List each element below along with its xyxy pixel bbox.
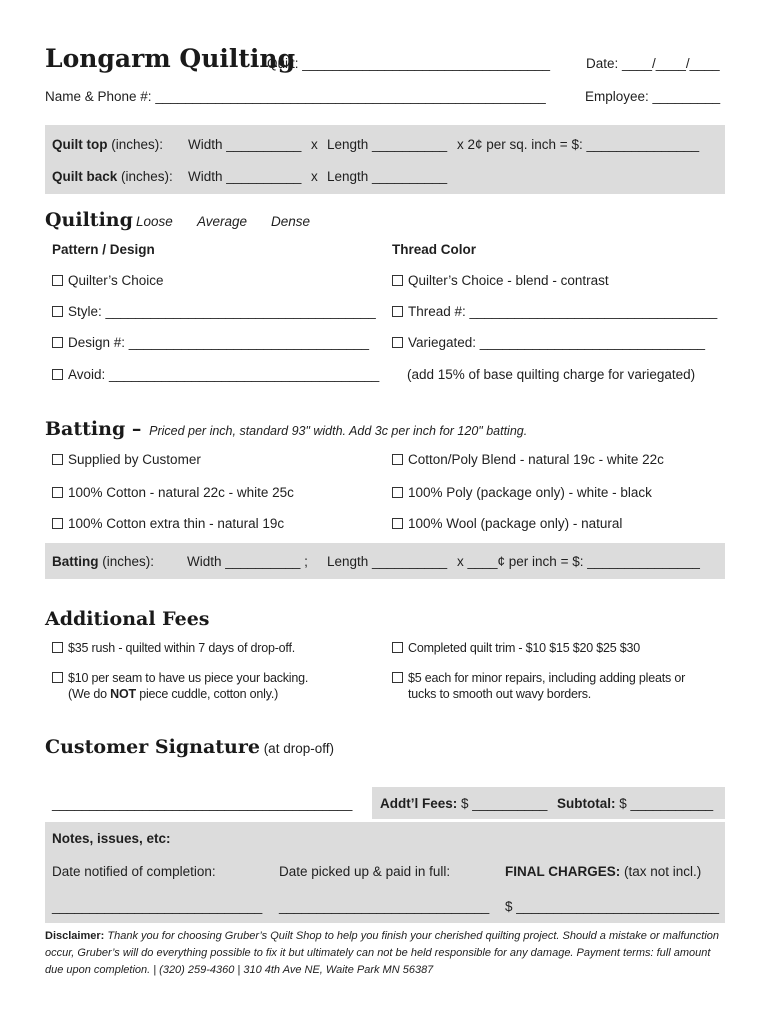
checkbox-icon[interactable] <box>392 454 403 465</box>
checkbox-icon[interactable] <box>52 642 63 653</box>
signature-heading-row <box>45 736 334 758</box>
checkbox-icon[interactable] <box>392 306 403 317</box>
checkbox-icon[interactable] <box>392 275 403 286</box>
customer-signature-heading: Customer Signature <box>45 736 260 758</box>
thread-number-field[interactable] <box>392 304 717 319</box>
date-notified-label: Date notified of completion: <box>52 864 216 879</box>
batting-wool-option[interactable] <box>392 516 622 531</box>
checkbox-icon[interactable] <box>52 337 63 348</box>
density-dense-option[interactable]: Dense <box>271 214 311 229</box>
pattern-style-field[interactable] <box>52 304 376 319</box>
pattern-design-heading: Pattern / Design <box>52 242 155 257</box>
pattern-design-number-label: Design #: ________________________________ <box>68 335 370 350</box>
density-average-option[interactable]: Average <box>197 214 248 229</box>
checkbox-icon[interactable] <box>392 642 403 653</box>
checkbox-icon[interactable] <box>392 518 403 529</box>
quilt-top-price-field[interactable]: x 2¢ per sq. inch = $: _______________ <box>457 137 700 152</box>
rush-fee-option[interactable] <box>52 641 295 655</box>
batting-cotton-poly-label: Cotton/Poly Blend - natural 19c - white 22c <box>408 452 664 467</box>
subtotal-label: Subtotal: <box>557 796 616 811</box>
pattern-quilters-choice-label: Quilter’s Choice <box>68 273 164 288</box>
batting-supplied-label: Supplied by Customer <box>68 452 201 467</box>
signature-line[interactable]: ________________________________________ <box>52 796 353 811</box>
employee-field[interactable]: Employee: _________ <box>585 89 721 104</box>
disclaimer <box>45 928 725 979</box>
page-title: Longarm Quilting <box>45 44 296 73</box>
repairs-fee-label: $5 each for minor repairs, including adding pleats or <box>408 671 686 685</box>
seam-note-text: (We do <box>68 687 111 701</box>
repairs-fee-note: tucks to smooth out wavy borders. <box>408 687 592 701</box>
pattern-avoid-field[interactable] <box>52 367 379 382</box>
quilt-back-times: x <box>311 169 318 184</box>
variegated-note: (add 15% of base quilting charge for variegated) <box>407 367 696 382</box>
batting-heading: Batting – <box>45 418 142 440</box>
quilt-back-units: (inches): <box>117 169 173 184</box>
batting-panel-units: (inches): <box>98 554 155 569</box>
checkbox-icon[interactable] <box>392 337 403 348</box>
batting-cotton-option[interactable] <box>52 485 294 500</box>
final-charges-label: FINAL CHARGES: <box>505 864 621 879</box>
batting-subheading: Priced per inch, standard 93" width. Add 3c per inch for 120" batting. <box>149 424 528 438</box>
pattern-design-number-field[interactable] <box>52 335 369 350</box>
checkbox-icon[interactable] <box>52 487 63 498</box>
batting-price-field[interactable]: x ____¢ per inch = $: _______________ <box>457 554 700 569</box>
pattern-style-label: Style: ____________________________________ <box>68 304 376 319</box>
final-charges-field[interactable]: $ ___________________________ <box>505 899 719 914</box>
checkbox-icon[interactable] <box>392 487 403 498</box>
seam-fee-label: $10 per seam to have us piece your backing. <box>68 671 309 685</box>
seam-fee-option[interactable] <box>52 671 308 685</box>
checkbox-icon[interactable] <box>52 275 63 286</box>
batting-supplied-option[interactable] <box>52 452 201 467</box>
checkbox-icon[interactable] <box>52 369 63 380</box>
date-notified-field[interactable]: ____________________________ <box>52 899 263 914</box>
seam-fee-note <box>68 687 278 701</box>
quilt-top-units: (inches): <box>107 137 164 152</box>
thread-variegated-field[interactable] <box>392 335 705 350</box>
batting-panel-label: Batting <box>52 554 99 569</box>
notes-heading: Notes, issues, etc: <box>52 831 171 846</box>
date-picked-up-field[interactable]: ____________________________ <box>279 899 490 914</box>
repairs-fee-option[interactable] <box>392 671 685 685</box>
thread-color-heading: Thread Color <box>392 242 477 257</box>
date-field[interactable]: Date: ____/____/____ <box>586 56 720 71</box>
checkbox-icon[interactable] <box>52 672 63 683</box>
quilt-back-width-field[interactable]: Width __________ <box>188 169 302 184</box>
date-picked-up-label: Date picked up & paid in full: <box>279 864 451 879</box>
quilt-top-label: Quilt top <box>52 137 108 152</box>
batting-size-row <box>52 554 154 569</box>
disclaimer-text: Thank you for choosing Gruber’s Quilt Shop to help you finish your cherished quilting project. Should a mistake or malfunction occur, Gruber’s will do everything possible to fix it but ultimately can not be held responsible for any damage. Payment terms: full amount due upon completion. | (320) 259-4360 | 310 4th Ave NE, Waite Park MN 56387 <box>45 930 720 976</box>
trim-fee-label: Completed quilt trim - $10 $15 $20 $25 $30 <box>408 641 641 655</box>
subtotal-value[interactable]: $ ___________ <box>615 796 714 811</box>
addtl-fees-label: Addt’l Fees: <box>380 796 458 811</box>
seam-note-emphasis: NOT <box>110 687 136 701</box>
thread-quilters-choice[interactable] <box>392 273 609 288</box>
disclaimer-label: Disclaimer: <box>45 930 105 942</box>
final-charges-row <box>505 864 701 879</box>
quilt-name-field[interactable]: Quilt: _________________________________ <box>267 56 551 71</box>
additional-fees-heading: Additional Fees <box>45 608 210 630</box>
trim-fee-option[interactable] <box>392 641 640 655</box>
quilt-top-row <box>52 137 163 152</box>
checkbox-icon[interactable] <box>52 306 63 317</box>
checkbox-icon[interactable] <box>52 454 63 465</box>
quilting-heading: Quilting <box>45 209 133 231</box>
quilt-back-label: Quilt back <box>52 169 118 184</box>
batting-heading-row <box>45 418 527 440</box>
batting-cotton-label: 100% Cotton - natural 22c - white 25c <box>68 485 294 500</box>
quilt-top-width-field[interactable]: Width __________ <box>188 137 302 152</box>
checkbox-icon[interactable] <box>52 518 63 529</box>
batting-cotton-thin-label: 100% Cotton extra thin - natural 19c <box>68 516 285 531</box>
thread-variegated-label: Variegated: ______________________________ <box>408 335 706 350</box>
batting-cotton-poly-option[interactable] <box>392 452 664 467</box>
pattern-quilters-choice[interactable] <box>52 273 164 288</box>
seam-note-text-end: piece cuddle, cotton only.) <box>135 687 279 701</box>
batting-length-field[interactable]: Length __________ <box>327 554 448 569</box>
density-loose-option[interactable]: Loose <box>136 214 173 229</box>
checkbox-icon[interactable] <box>392 672 403 683</box>
name-phone-field[interactable]: Name & Phone #: ____________________________________________________ <box>45 89 546 104</box>
addtl-fees-field[interactable] <box>380 796 547 811</box>
rush-fee-label: $35 rush - quilted within 7 days of drop-off. <box>68 641 296 655</box>
batting-poly-option[interactable] <box>392 485 652 500</box>
quilt-top-times: x <box>311 137 318 152</box>
batting-poly-label: 100% Poly (package only) - white - black <box>408 485 652 500</box>
batting-width-field[interactable]: Width __________ ; <box>187 554 308 569</box>
subtotal-field[interactable] <box>557 796 713 811</box>
addtl-fees-value[interactable]: $ __________ <box>457 796 548 811</box>
quilt-back-row <box>52 169 173 184</box>
signature-note: (at drop-off) <box>259 741 334 756</box>
thread-quilters-choice-label: Quilter’s Choice - blend - contrast <box>408 273 609 288</box>
final-charges-note: (tax not incl.) <box>620 864 702 879</box>
quilt-top-length-field[interactable]: Length __________ <box>327 137 448 152</box>
batting-cotton-thin-option[interactable] <box>52 516 284 531</box>
pattern-avoid-label: Avoid: ____________________________________ <box>68 367 380 382</box>
quilt-back-length-field[interactable]: Length __________ <box>327 169 448 184</box>
thread-number-label: Thread #: _________________________________ <box>408 304 718 319</box>
batting-wool-label: 100% Wool (package only) - natural <box>408 516 623 531</box>
